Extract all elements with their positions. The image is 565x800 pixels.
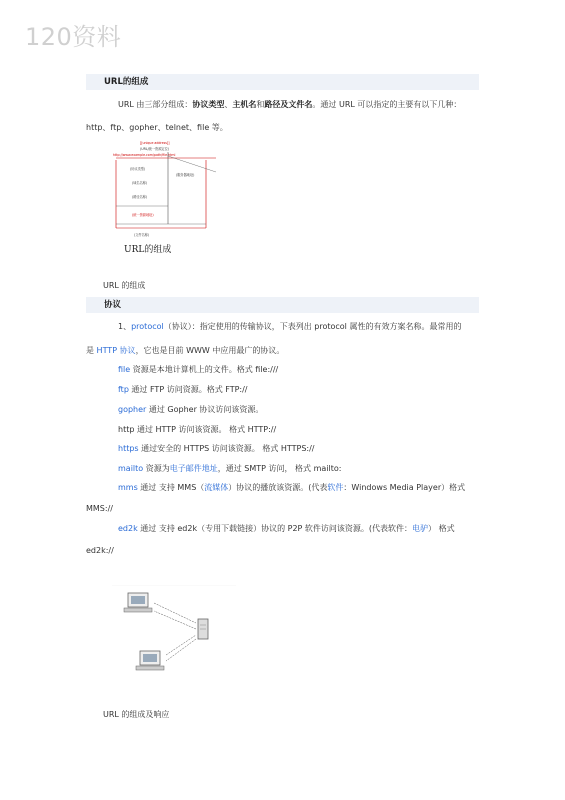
scheme-label-http: http: [118, 425, 135, 434]
scheme-item-file: [118, 364, 278, 376]
scheme-desc: 通过 HTTP 访问该资源。 格式 HTTP://: [134, 425, 277, 434]
scheme-desc: 通过安全的 HTTPS 访问该资源。 格式 HTTPS://: [138, 444, 315, 453]
watermark: 120资料: [25, 23, 122, 51]
intro-paragraph: [118, 99, 461, 111]
intro-text: URL 由三部分组成：: [118, 100, 193, 109]
software-link[interactable]: 软件: [327, 483, 344, 492]
section-header-protocol: [86, 297, 479, 313]
scheme-desc: 通过 Gopher 协议访问该资源。: [146, 405, 264, 414]
intro-bold-path: 路径及文件名: [264, 100, 313, 109]
intro-text: 和: [256, 100, 265, 109]
scheme-item-mms: [118, 482, 465, 494]
intro-text: 、: [224, 100, 233, 109]
scheme-link-ftp[interactable]: ftp: [118, 385, 129, 394]
http-protocol-link[interactable]: HTTP 协议: [96, 346, 136, 355]
scheme-desc: 通过 FTP 访问资源。格式 FTP://: [128, 385, 248, 394]
text: ：Windows Media Player）格式: [343, 483, 466, 492]
diagram-label: (协议类型): [130, 167, 146, 171]
url-structure-diagram: [110, 140, 222, 258]
intro-text: 。通过 URL 可以指定的主要有以下几种：: [312, 100, 462, 109]
text: 资源为: [143, 464, 170, 473]
ed2k-format: ed2k://: [86, 546, 114, 555]
section-header-label: URL的组成: [104, 77, 149, 87]
scheme-link-https[interactable]: https: [118, 444, 139, 453]
emule-link[interactable]: 电驴: [412, 524, 429, 533]
protocol-link[interactable]: protocol: [131, 322, 164, 331]
scheme-item-https: [118, 443, 315, 455]
figure-caption: URL 的组成: [103, 281, 146, 290]
text: 是: [86, 346, 97, 355]
scheme-item-gopher: [118, 404, 263, 416]
scheme-item-ed2k: [118, 523, 455, 535]
intro-bold-protocol: 协议类型: [192, 100, 225, 109]
email-address-link[interactable]: 电子邮件地址: [169, 464, 218, 473]
text: 通过 支持 MMS（: [137, 483, 205, 492]
scheme-item-ftp: [118, 384, 248, 396]
scheme-link-ed2k[interactable]: ed2k: [118, 524, 138, 533]
diagram-label: [[unique address]]: [140, 141, 170, 145]
protocol-paragraph: [118, 321, 461, 333]
figure-caption-2: URL 的组成及响应: [103, 710, 170, 719]
diagram-label: (URL/统一资源定位): [140, 147, 170, 151]
section-header-url: [86, 74, 479, 90]
diagram-label: (路径名称): [132, 195, 148, 199]
diagram-label: http://www.example.com/path/file.html: [113, 153, 176, 157]
text: ）协议的播放该资源。(代表: [228, 483, 328, 492]
streaming-media-link[interactable]: 流媒体: [204, 483, 229, 492]
text: （协议）：指定使用的传输协议，下表列出 protocol 属性的有效方案名称。最常用的: [163, 322, 462, 331]
scheme-link-mailto[interactable]: mailto: [118, 464, 144, 473]
text: ） 格式: [428, 524, 455, 533]
diagram-label: (统一资源地址): [132, 213, 154, 217]
diagram-label: (服务器地址): [176, 173, 195, 177]
scheme-link-gopher[interactable]: gopher: [118, 405, 147, 414]
mms-format: MMS://: [86, 504, 113, 513]
diagram-title: URL的组成: [124, 245, 172, 255]
diagram-label: (域名名称): [132, 181, 148, 185]
intro-line2: http、ftp、gopher、telnet、file 等。: [86, 123, 228, 132]
scheme-item-http: [118, 424, 276, 436]
scheme-link-mms[interactable]: mms: [118, 483, 138, 492]
text: ，通过 SMTP 访问， 格式 mailto:: [217, 464, 342, 473]
section-header-label: 协议: [104, 300, 122, 310]
text: ，它也是目前 WWW 中应用最广的协议。: [135, 346, 285, 355]
scheme-desc: 资源是本地计算机上的文件。格式 file:///: [130, 365, 279, 374]
diagram-label: (文件名称): [134, 233, 150, 237]
intro-bold-host: 主机名: [232, 100, 257, 109]
scheme-link-file[interactable]: file: [118, 365, 131, 374]
text: 通过 支持 ed2k（专用下载链接）协议的 P2P 软件访问该资源。(代表软件：: [137, 524, 413, 533]
text: 1、: [118, 322, 132, 331]
scheme-item-mailto: [118, 463, 341, 475]
protocol-paragraph-line2: [86, 345, 284, 357]
request-response-diagram: [112, 585, 236, 685]
